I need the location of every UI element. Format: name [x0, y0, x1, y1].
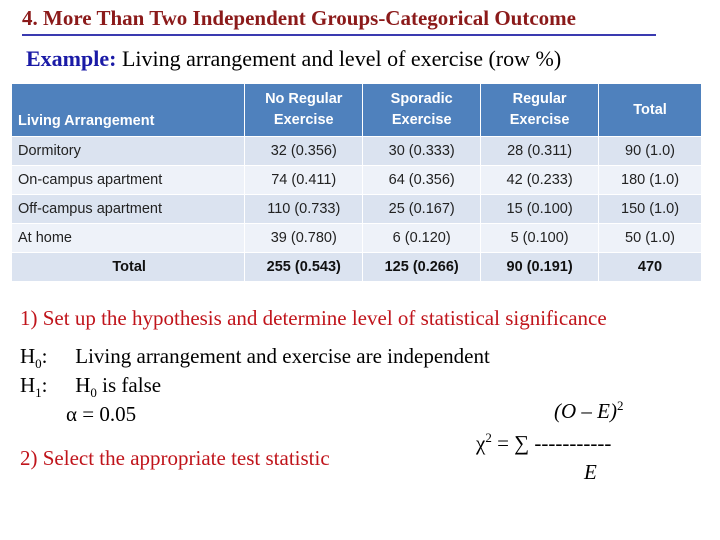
formula-denominator: E — [584, 460, 597, 484]
header-sporadic-exercise — [363, 84, 481, 137]
example-keyword: Example: — [26, 46, 117, 71]
header-sporadic-line2: Exercise — [391, 112, 452, 128]
table-total-row — [12, 253, 702, 282]
table-row — [12, 137, 702, 166]
cell-regular: 90 (0.191) — [481, 253, 599, 282]
example-line — [26, 46, 561, 72]
cell-grand-total: 470 — [599, 253, 702, 282]
header-sporadic-line1: Sporadic — [390, 91, 453, 107]
step-1-heading: 1) Set up the hypothesis and determine level of statistical significance — [20, 306, 607, 330]
cell-sporadic: 125 (0.266) — [363, 253, 481, 282]
cell-regular: 5 (0.100) — [481, 224, 599, 253]
cell-no-regular: 32 (0.356) — [245, 137, 363, 166]
null-hypothesis — [20, 344, 490, 372]
cell-regular: 28 (0.311) — [481, 137, 599, 166]
significance-level: α = 0.05 — [66, 402, 137, 426]
cell-sporadic: 30 (0.333) — [363, 137, 481, 166]
cell-total-label: Total — [12, 253, 245, 282]
cell-no-regular: 39 (0.780) — [245, 224, 363, 253]
header-no-regular-line1: No Regular — [265, 91, 343, 107]
h1-label: $H_1$: — [20, 373, 48, 401]
h0-text: Living arrangement and exercise are independent — [75, 344, 490, 368]
cell-arrangement: Dormitory — [12, 137, 245, 166]
header-no-regular-exercise — [245, 84, 363, 137]
table-header-row — [12, 84, 702, 137]
cell-arrangement: On-campus apartment — [12, 166, 245, 195]
contingency-table — [12, 84, 702, 281]
cell-total: 150 (1.0) — [599, 195, 702, 224]
formula-equation: $\chi^2$ = ∑ ----------- — [476, 430, 612, 455]
cell-total: 90 (1.0) — [599, 137, 702, 166]
table-row — [12, 224, 702, 253]
header-regular-line1: Regular — [512, 91, 567, 107]
cell-no-regular: 74 (0.411) — [245, 166, 363, 195]
cell-arrangement: At home — [12, 224, 245, 253]
chi-square-formula — [476, 396, 676, 492]
header-living-arrangement: Living Arrangement — [12, 84, 245, 137]
cell-regular: 15 (0.100) — [481, 195, 599, 224]
table-row — [12, 195, 702, 224]
cell-no-regular: 255 (0.543) — [245, 253, 363, 282]
cell-regular: 42 (0.233) — [481, 166, 599, 195]
header-regular-line2: Exercise — [509, 112, 570, 128]
cell-no-regular: 110 (0.733) — [245, 195, 363, 224]
example-text: Living arrangement and level of exercise (row %) — [121, 46, 562, 71]
title-underline — [22, 34, 656, 36]
alternative-hypothesis — [20, 373, 161, 401]
cell-total: 50 (1.0) — [599, 224, 702, 253]
cell-sporadic: 6 (0.120) — [363, 224, 481, 253]
formula-numerator: (O – E)$^2$ — [554, 398, 624, 423]
cell-sporadic: 64 (0.356) — [363, 166, 481, 195]
cell-arrangement: Off-campus apartment — [12, 195, 245, 224]
header-total: Total — [599, 84, 702, 137]
h0-label: $H_0$: — [20, 344, 48, 372]
h1-text: $H_0$ is false — [75, 373, 162, 401]
cell-sporadic: 25 (0.167) — [363, 195, 481, 224]
step-2-heading: 2) Select the appropriate test statistic — [20, 446, 330, 470]
header-no-regular-line2: Exercise — [273, 112, 334, 128]
header-regular-exercise — [481, 84, 599, 137]
slide-title: 4. More Than Two Independent Groups-Categorical Outcome — [22, 6, 576, 30]
table-row — [12, 166, 702, 195]
cell-total: 180 (1.0) — [599, 166, 702, 195]
